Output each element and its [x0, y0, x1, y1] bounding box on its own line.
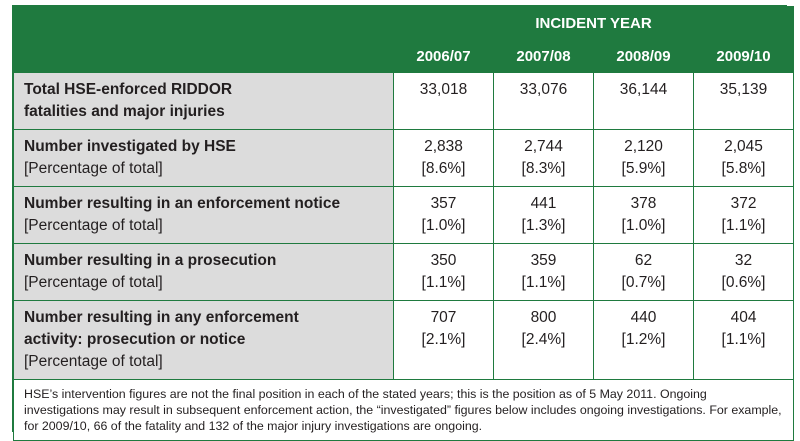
- cell-value: 707: [430, 309, 457, 326]
- row-label-line: Number resulting in any enforcement: [24, 309, 299, 326]
- row-label-line: Number resulting in a prosecution: [24, 252, 277, 269]
- cell-value: 378: [630, 195, 657, 212]
- table-cell: [694, 73, 794, 130]
- table-row: [14, 244, 794, 301]
- cell-value: 33,076: [519, 81, 568, 98]
- cell-value: 404: [730, 309, 757, 326]
- cell-percent: [2.1%]: [421, 331, 466, 348]
- row-label-sub: [Percentage of total]: [24, 160, 163, 177]
- cell-value: 372: [730, 195, 757, 212]
- table-cell: [494, 73, 594, 130]
- cell-value: 62: [634, 252, 653, 269]
- cell-value: 33,018: [419, 81, 468, 98]
- footnote-row: [14, 380, 794, 441]
- cell-percent: [5.9%]: [621, 160, 666, 177]
- cell-value: 2,744: [524, 138, 563, 155]
- cell-percent: [5.8%]: [721, 160, 766, 177]
- table-cell: [594, 301, 694, 380]
- cell-percent: [1.1%]: [421, 274, 466, 291]
- cell-value: 440: [630, 309, 657, 326]
- table-cell: [694, 130, 794, 187]
- group-header: INCIDENT YEAR: [394, 7, 794, 40]
- row-label-line: Total HSE-enforced RIDDOR: [24, 81, 233, 98]
- cell-percent: [1.0%]: [621, 217, 666, 234]
- cell-percent: [8.6%]: [421, 160, 466, 177]
- row-label: [14, 244, 394, 301]
- row-label: [14, 187, 394, 244]
- cell-value: 2,838: [424, 138, 463, 155]
- table-cell: [394, 130, 494, 187]
- cell-value: 2,120: [624, 138, 663, 155]
- cell-value: 357: [430, 195, 457, 212]
- table-cell: [494, 187, 594, 244]
- cell-percent: [2.4%]: [521, 331, 566, 348]
- cell-value: 441: [530, 195, 557, 212]
- table-cell: [494, 244, 594, 301]
- row-label-line: Number resulting in an enforcement notice: [24, 195, 341, 212]
- year-header: 2007/08: [494, 40, 594, 73]
- year-header: 2009/10: [694, 40, 794, 73]
- cell-percent: [1.1%]: [521, 274, 566, 291]
- table-cell: [594, 244, 694, 301]
- table-cell: [494, 301, 594, 380]
- cell-percent: [0.6%]: [721, 274, 766, 291]
- table-cell: [594, 130, 694, 187]
- table-cell: [494, 130, 594, 187]
- row-label: [14, 301, 394, 380]
- table-cell: [594, 73, 694, 130]
- table-cell: [694, 301, 794, 380]
- cell-percent: [1.3%]: [521, 217, 566, 234]
- row-label: [14, 130, 394, 187]
- table-row: [14, 130, 794, 187]
- cell-value: 36,144: [619, 81, 668, 98]
- year-header: 2008/09: [594, 40, 694, 73]
- cell-percent: [1.0%]: [421, 217, 466, 234]
- table-row: [14, 301, 794, 380]
- row-label-line: fatalities and major injuries: [24, 103, 225, 120]
- cell-percent: [0.7%]: [621, 274, 666, 291]
- cell-value: 359: [530, 252, 557, 269]
- row-label-line: Number investigated by HSE: [24, 138, 236, 155]
- table-cell: [694, 187, 794, 244]
- cell-percent: [1.2%]: [621, 331, 666, 348]
- row-label: [14, 73, 394, 130]
- row-label-sub: [Percentage of total]: [24, 353, 163, 370]
- table-cell: [694, 244, 794, 301]
- table-row: [14, 187, 794, 244]
- cell-percent: [1.1%]: [721, 217, 766, 234]
- table-cell: [594, 187, 694, 244]
- table-cell: [394, 301, 494, 380]
- row-label-sub: [Percentage of total]: [24, 217, 163, 234]
- incident-table: [13, 6, 794, 441]
- cell-value: 350: [430, 252, 457, 269]
- cell-percent: [1.1%]: [721, 331, 766, 348]
- table-row: [14, 73, 794, 130]
- footnote: HSE’s intervention figures are not the final position in each of the stated years; this is the position as of 5 May 2011. Ongoing investigations may result in subsequent enforcement action, the “investigated” figures below includes ongoing investigations. For example, for 2009/10, 66 of the fatality and 132 of the major injury investigations are ongoing.: [14, 380, 794, 441]
- cell-value: 2,045: [724, 138, 763, 155]
- table-cell: [394, 73, 494, 130]
- incident-table-frame: [12, 5, 787, 432]
- table-cell: [394, 244, 494, 301]
- row-label-sub: [Percentage of total]: [24, 274, 163, 291]
- year-header: 2006/07: [394, 40, 494, 73]
- header-corner: [14, 7, 394, 73]
- cell-value: 32: [734, 252, 753, 269]
- table-cell: [394, 187, 494, 244]
- cell-value: 35,139: [719, 81, 768, 98]
- cell-percent: [8.3%]: [521, 160, 566, 177]
- row-label-line: activity: prosecution or notice: [24, 331, 246, 348]
- cell-value: 800: [530, 309, 557, 326]
